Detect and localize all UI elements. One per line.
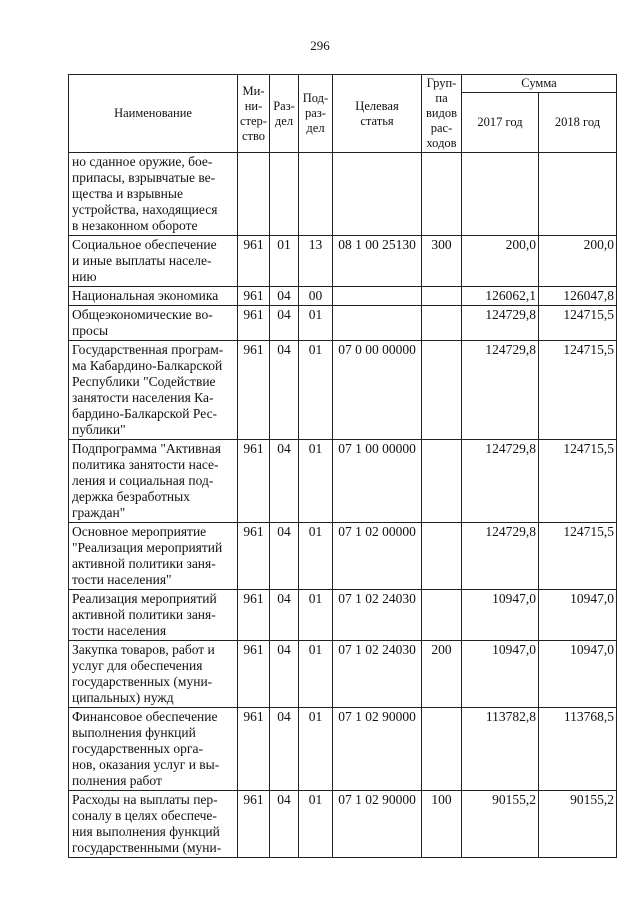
row-ministry: 961	[238, 641, 270, 708]
row-name: Реализация мероприятий активной политики заня- тости населения	[69, 590, 238, 641]
header-ministry: Ми- ни- стер- ство	[238, 75, 270, 153]
row-subsection: 01	[299, 306, 333, 341]
row-target: 07 1 02 24030	[333, 590, 422, 641]
header-2017: 2017 год	[462, 93, 539, 153]
row-group	[422, 590, 462, 641]
row-amount-2017: 10947,0	[462, 590, 539, 641]
row-section: 04	[270, 708, 299, 791]
table-row	[69, 440, 617, 523]
row-group: 300	[422, 236, 462, 287]
row-ministry	[238, 153, 270, 236]
table-row	[69, 641, 617, 708]
row-group	[422, 708, 462, 791]
table-row	[69, 236, 617, 287]
row-target: 07 1 00 00000	[333, 440, 422, 523]
row-ministry: 961	[238, 306, 270, 341]
row-amount-2017: 113782,8	[462, 708, 539, 791]
row-group	[422, 523, 462, 590]
row-amount-2018	[539, 153, 617, 236]
row-subsection: 01	[299, 440, 333, 523]
row-ministry: 961	[238, 590, 270, 641]
table-row	[69, 153, 617, 236]
row-name: Общеэкономические во- просы	[69, 306, 238, 341]
row-section: 04	[270, 590, 299, 641]
row-ministry: 961	[238, 341, 270, 440]
table-row	[69, 791, 617, 858]
header-subsection: Под- раз- дел	[299, 75, 333, 153]
row-amount-2017: 124729,8	[462, 523, 539, 590]
row-subsection: 01	[299, 791, 333, 858]
header-name: Наименование	[69, 75, 238, 153]
table-row	[69, 523, 617, 590]
row-section: 04	[270, 523, 299, 590]
row-amount-2018: 124715,5	[539, 523, 617, 590]
header-sum: Сумма	[462, 75, 617, 93]
row-amount-2018: 126047,8	[539, 287, 617, 306]
header-group: Груп- па видов рас- ходов	[422, 75, 462, 153]
row-target: 08 1 00 25130	[333, 236, 422, 287]
row-name: Государственная програм- ма Кабардино-Балкарской Республики "Содействие занятости населения Ка- бардино-Балкарской Рес- публики"	[69, 341, 238, 440]
row-ministry: 961	[238, 287, 270, 306]
row-target: 07 1 02 00000	[333, 523, 422, 590]
row-section	[270, 153, 299, 236]
row-subsection: 01	[299, 641, 333, 708]
row-amount-2018: 10947,0	[539, 641, 617, 708]
row-target: 07 0 00 00000	[333, 341, 422, 440]
table-row	[69, 287, 617, 306]
row-amount-2017: 124729,8	[462, 341, 539, 440]
row-amount-2018: 10947,0	[539, 590, 617, 641]
row-name: Расходы на выплаты пер- соналу в целях обеспече- ния выполнения функций государственными (муни-	[69, 791, 238, 858]
row-ministry: 961	[238, 236, 270, 287]
row-group	[422, 287, 462, 306]
row-amount-2017: 10947,0	[462, 641, 539, 708]
row-section: 01	[270, 236, 299, 287]
row-group	[422, 306, 462, 341]
row-amount-2017: 124729,8	[462, 306, 539, 341]
row-amount-2018: 113768,5	[539, 708, 617, 791]
row-target	[333, 153, 422, 236]
row-name: Основное мероприятие "Реализация мероприятий активной политики заня- тости населения"	[69, 523, 238, 590]
row-amount-2018: 124715,5	[539, 306, 617, 341]
row-target	[333, 306, 422, 341]
row-amount-2018: 124715,5	[539, 341, 617, 440]
row-group: 100	[422, 791, 462, 858]
row-section: 04	[270, 440, 299, 523]
row-target: 07 1 02 90000	[333, 791, 422, 858]
budget-table	[68, 74, 617, 858]
row-group	[422, 341, 462, 440]
row-ministry: 961	[238, 523, 270, 590]
row-section: 04	[270, 287, 299, 306]
row-amount-2017	[462, 153, 539, 236]
row-amount-2018: 200,0	[539, 236, 617, 287]
row-amount-2017: 126062,1	[462, 287, 539, 306]
row-name: Социальное обеспечение и иные выплаты населе- нию	[69, 236, 238, 287]
row-section: 04	[270, 341, 299, 440]
row-target	[333, 287, 422, 306]
row-ministry: 961	[238, 440, 270, 523]
header-section: Раз- дел	[270, 75, 299, 153]
row-subsection: 01	[299, 590, 333, 641]
row-group	[422, 440, 462, 523]
row-name: Национальная экономика	[69, 287, 238, 306]
row-subsection: 13	[299, 236, 333, 287]
row-ministry: 961	[238, 791, 270, 858]
row-amount-2018: 90155,2	[539, 791, 617, 858]
row-amount-2017: 200,0	[462, 236, 539, 287]
row-subsection: 01	[299, 341, 333, 440]
row-group: 200	[422, 641, 462, 708]
page-number: 296	[310, 38, 330, 53]
row-subsection: 01	[299, 708, 333, 791]
row-subsection: 00	[299, 287, 333, 306]
row-amount-2018: 124715,5	[539, 440, 617, 523]
row-name: Финансовое обеспечение выполнения функций государственных орга- нов, оказания услуг и вы- полнения работ	[69, 708, 238, 791]
row-name: Закупка товаров, работ и услуг для обеспечения государственных (муни- ципальных) нужд	[69, 641, 238, 708]
row-name: но сданное оружие, бое- припасы, взрывчатые ве- щества и взрывные устройства, находящиеся в незаконном обороте	[69, 153, 238, 236]
row-target: 07 1 02 24030	[333, 641, 422, 708]
row-section: 04	[270, 641, 299, 708]
row-name: Подпрограмма "Активная политика занятости насе- ления и социальная под- держка безработных граждан"	[69, 440, 238, 523]
row-amount-2017: 124729,8	[462, 440, 539, 523]
row-amount-2017: 90155,2	[462, 791, 539, 858]
table-row	[69, 306, 617, 341]
row-section: 04	[270, 791, 299, 858]
table-row	[69, 341, 617, 440]
header-target: Целевая статья	[333, 75, 422, 153]
row-subsection: 01	[299, 523, 333, 590]
row-subsection	[299, 153, 333, 236]
row-group	[422, 153, 462, 236]
row-section: 04	[270, 306, 299, 341]
row-ministry: 961	[238, 708, 270, 791]
row-target: 07 1 02 90000	[333, 708, 422, 791]
header-2018: 2018 год	[539, 93, 617, 153]
table-row	[69, 590, 617, 641]
table-row	[69, 708, 617, 791]
